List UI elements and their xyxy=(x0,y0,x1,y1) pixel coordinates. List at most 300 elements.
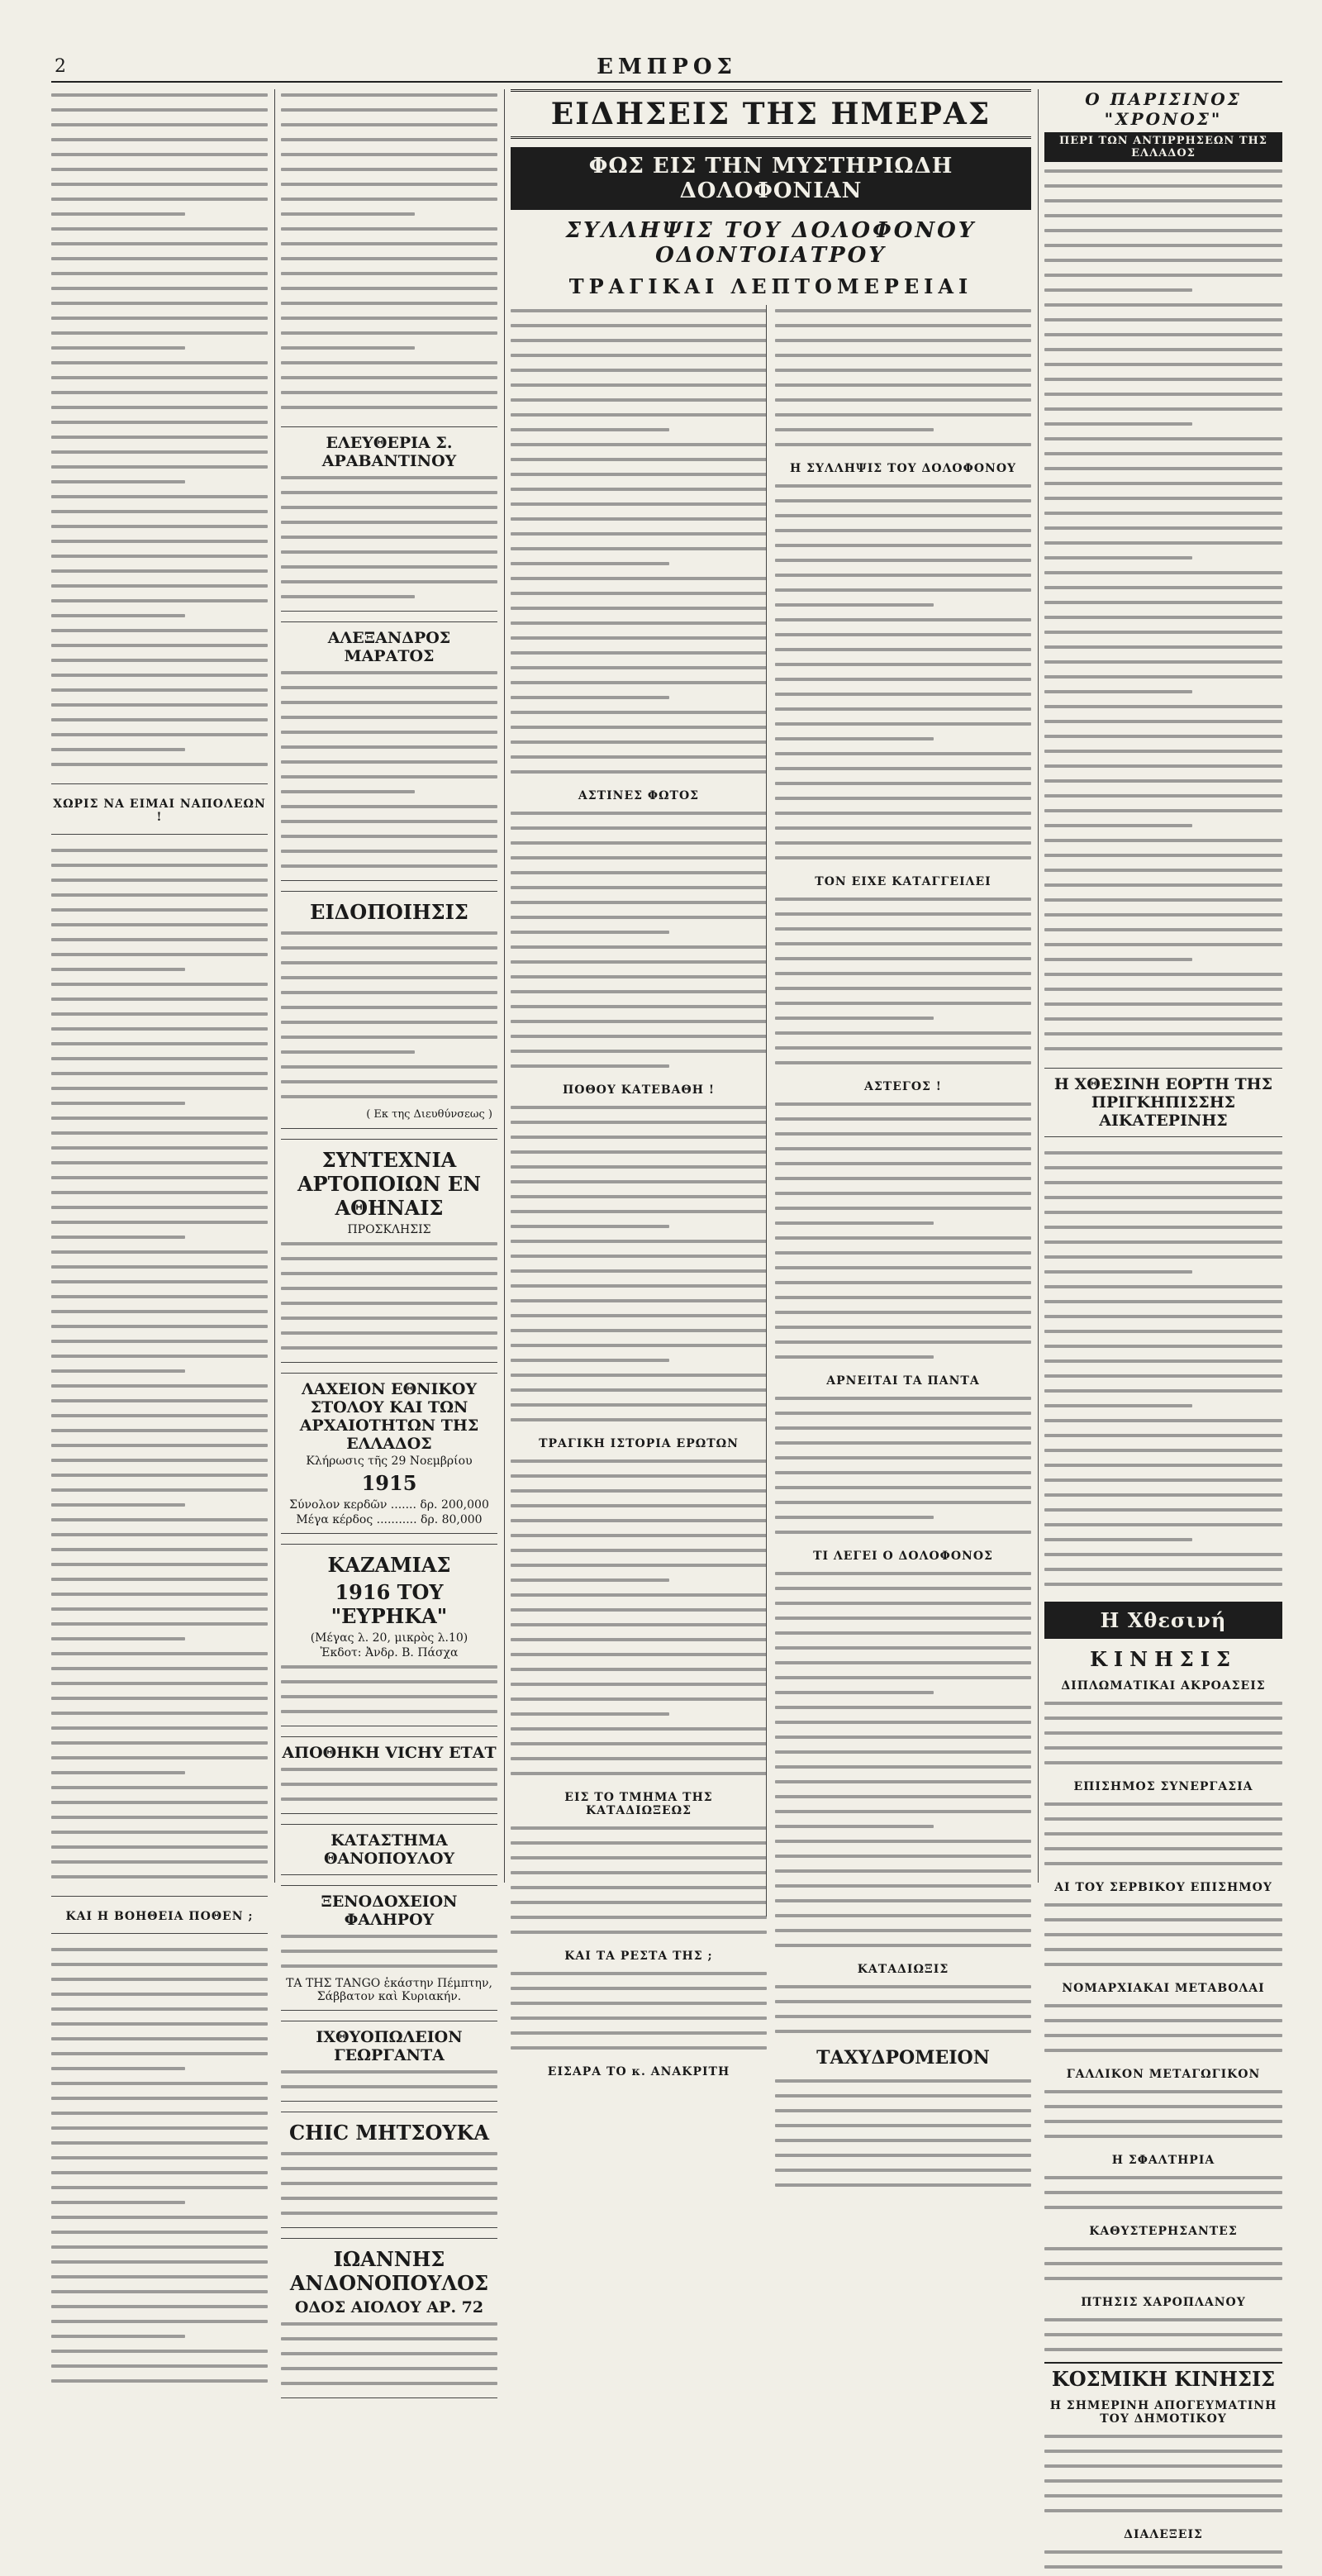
text-line xyxy=(775,1340,1031,1344)
text-line xyxy=(281,212,415,216)
text-line xyxy=(51,1146,268,1150)
text-line xyxy=(1044,363,1282,366)
text-line xyxy=(1044,2262,1282,2265)
text-line xyxy=(1044,1963,1282,1966)
text-line xyxy=(511,413,767,417)
text-line xyxy=(51,718,268,721)
text-line xyxy=(511,1916,767,1919)
text-line xyxy=(281,476,497,479)
text-line xyxy=(1044,943,1282,946)
article-text xyxy=(511,1968,767,2057)
text-line xyxy=(51,138,268,141)
text-line xyxy=(281,2367,497,2370)
text-line xyxy=(511,2017,767,2020)
text-line xyxy=(1044,1434,1282,1437)
text-line xyxy=(281,2212,497,2215)
text-line xyxy=(281,820,497,823)
right-text xyxy=(1044,165,1282,1058)
text-line xyxy=(511,1225,669,1228)
text-line xyxy=(281,686,497,689)
text-line xyxy=(1044,1389,1282,1393)
text-line xyxy=(775,1985,1031,1988)
text-line xyxy=(511,1240,767,1243)
right-kinisis-title: Η Χθεσινή xyxy=(1044,1602,1282,1639)
ad-block xyxy=(281,1373,497,1534)
text-line xyxy=(775,413,1031,417)
ad-title: ΞΕΝΟΔΟΧΕΙΟΝ ΦΑΛΗΡΟΥ xyxy=(321,1893,458,1929)
text-line xyxy=(1044,333,1282,336)
col1-text-b xyxy=(51,845,268,1886)
text-line xyxy=(775,1531,1031,1534)
text-line xyxy=(51,614,185,617)
text-line xyxy=(51,2335,185,2338)
text-line xyxy=(1044,690,1192,693)
text-line xyxy=(51,2126,268,2130)
text-line xyxy=(511,592,767,595)
text-line xyxy=(51,688,268,692)
text-line xyxy=(511,458,767,461)
text-line xyxy=(511,502,767,506)
ad-block xyxy=(281,891,497,1129)
text-line xyxy=(281,153,497,156)
text-line xyxy=(511,1489,767,1493)
text-line xyxy=(281,976,497,979)
right-text xyxy=(1044,1798,1282,1873)
text-line xyxy=(1044,601,1282,604)
text-line xyxy=(1044,318,1282,321)
text-line xyxy=(1044,2120,1282,2123)
text-line xyxy=(1044,2450,1282,2453)
text-line xyxy=(775,1236,1031,1240)
text-line xyxy=(281,1665,497,1669)
text-line xyxy=(281,491,497,494)
text-line xyxy=(51,938,268,941)
text-line xyxy=(51,1325,268,1328)
text-line xyxy=(1044,1568,1282,1571)
article-col-b xyxy=(775,305,1031,2194)
ad-block xyxy=(281,2238,497,2398)
text-line xyxy=(775,927,1031,931)
kinisis-item-heading: ΚΑΘΥΣΤΕΡΗΣΑΝΤΕΣ xyxy=(1089,2225,1238,2238)
text-line xyxy=(281,1287,497,1290)
text-line xyxy=(281,1346,497,1350)
text-line xyxy=(51,2097,268,2100)
text-line xyxy=(775,1046,1031,1050)
text-line xyxy=(511,1593,767,1597)
ad-title: ΛΑΧΕΙΟΝ ΕΘΝΙΚΟΥ ΣΤΟΛΟΥ ΚΑΙ ΤΩΝ ΑΡΧΑΙΟΤΗΤΩΝ ΤΗΣ ΕΛΛΑΔΟΣ xyxy=(299,1380,479,1453)
ad-title: ΣΥΝΤΕΧΝΙΑ ΑΡΤΟΠΟΙΩΝ ΕΝ ΑΘΗΝΑΙΣ xyxy=(297,1148,482,1220)
article-subheading: ΤΙ ΛΕΓΕΙ Ο ΔΟΛΟΦΟΝΟΣ xyxy=(813,1550,993,1563)
text-line xyxy=(1044,2348,1282,2351)
text-line xyxy=(1044,1832,1282,1836)
text-line xyxy=(1044,1359,1282,1363)
text-line xyxy=(281,671,497,674)
text-line xyxy=(281,168,497,171)
text-line xyxy=(511,1608,767,1612)
text-line xyxy=(281,1095,497,1098)
text-line xyxy=(775,1456,1031,1459)
newspaper-title: ΕΜΠΡΟΣ xyxy=(597,55,737,79)
text-line xyxy=(51,123,268,126)
text-line xyxy=(1044,1493,1282,1497)
text-line xyxy=(281,138,497,141)
text-line xyxy=(775,1102,1031,1106)
ad-year: 1915 xyxy=(361,1471,417,1495)
text-line xyxy=(511,621,767,625)
text-line xyxy=(1044,839,1282,842)
text-line xyxy=(51,2305,268,2308)
text-line xyxy=(281,1950,497,1953)
right-social-subtitle: Η ΣΗΜΕΡΙΝΗ ΑΠΟΓΕΥΜΑΤΙΝΗ ΤΟΥ ΔΗΜΟΤΙΚΟΥ xyxy=(1049,2399,1277,2426)
text-line xyxy=(511,1653,767,1656)
column-divider xyxy=(504,89,505,1883)
text-line xyxy=(1044,1240,1282,1244)
ad-text xyxy=(281,472,497,606)
ad-block xyxy=(281,1824,497,1875)
text-line xyxy=(511,2046,767,2050)
text-line xyxy=(51,2231,268,2234)
right-text xyxy=(1044,2431,1282,2520)
text-line xyxy=(51,436,268,439)
text-line xyxy=(511,726,767,729)
text-line xyxy=(511,1901,767,1904)
text-line xyxy=(775,1855,1031,1858)
text-line xyxy=(281,317,497,320)
text-line xyxy=(511,1712,669,1716)
ad-text xyxy=(281,1931,497,1975)
text-line xyxy=(1044,1702,1282,1705)
text-line xyxy=(1044,244,1282,247)
text-line xyxy=(281,1021,497,1024)
text-line xyxy=(511,1314,767,1317)
article-col-a xyxy=(511,305,767,2083)
text-line xyxy=(281,1331,497,1335)
text-line xyxy=(511,1269,767,1273)
page-number: 2 xyxy=(55,56,66,77)
text-line xyxy=(775,428,934,431)
text-line xyxy=(1044,482,1282,485)
column-divider xyxy=(1038,89,1039,1883)
text-line xyxy=(281,550,497,554)
text-line xyxy=(1044,883,1282,887)
text-line xyxy=(51,1503,185,1507)
ad-title: ΚΑΤΑΣΤΗΜΑ ΘΑΝΟΠΟΥΛΟΥ xyxy=(323,1831,455,1868)
text-line xyxy=(775,957,1031,960)
text-line xyxy=(1044,2318,1282,2321)
text-line xyxy=(281,1080,497,1083)
text-line xyxy=(1044,1374,1282,1378)
text-line xyxy=(1044,2049,1282,2052)
text-line xyxy=(1044,378,1282,381)
text-line xyxy=(511,1623,767,1626)
text-line xyxy=(511,945,767,949)
right-section-title: Ο ΠΑΡΙΣΙΝΟΣ "ΧΡΟΝΟΣ" xyxy=(1085,89,1242,129)
text-line xyxy=(281,961,497,964)
kinisis-item-heading: ΑΙ ΤΟΥ ΣΕΡΒΙΚΟΥ ΕΠΙΣΗΜΟΥ xyxy=(1054,1881,1272,1894)
text-line xyxy=(1044,2135,1282,2138)
text-line xyxy=(775,678,1031,681)
text-line xyxy=(1044,526,1282,530)
text-line xyxy=(775,1326,1031,1329)
text-line xyxy=(775,1810,1031,1813)
ad-title: ΕΛΕΥΘΕΡΙΑ Σ. ΑΡΑΒΑΝΤΙΝΟΥ xyxy=(321,434,457,470)
ad-title: ΑΠΟΘΗΚΗ VICHY ΕΤΑΤ xyxy=(282,1744,497,1762)
ad-block xyxy=(281,2112,497,2228)
text-line xyxy=(51,1712,268,1715)
text-line xyxy=(51,864,268,867)
text-line xyxy=(51,2156,268,2159)
text-line xyxy=(51,1265,268,1269)
article-subheading: ΑΣΤΕΓΟΣ ! xyxy=(864,1080,942,1093)
text-line xyxy=(51,1102,185,1105)
text-line xyxy=(775,1706,1031,1709)
text-line xyxy=(1044,1002,1282,1006)
text-line xyxy=(511,577,767,580)
text-line xyxy=(1044,913,1282,917)
ad-text xyxy=(281,667,497,875)
right-section-subtitle: ΠΕΡΙ ΤΩΝ ΑΝΤΙΡΡΗΣΕΩΝ ΤΗΣ ΕΛΛΑΔΟΣ xyxy=(1044,132,1282,162)
text-line xyxy=(511,1668,767,1671)
col2-text-a xyxy=(281,89,497,417)
text-line xyxy=(51,421,268,424)
text-line xyxy=(51,2052,268,2055)
right-kinisis-title-2: ΚΙΝΗΣΙΣ xyxy=(1090,1647,1237,1671)
text-line xyxy=(511,990,767,993)
text-line xyxy=(51,183,268,186)
text-line xyxy=(1044,1464,1282,1467)
text-line xyxy=(775,1884,1031,1888)
text-line xyxy=(511,1638,767,1641)
text-line xyxy=(281,272,497,275)
text-line xyxy=(281,1272,497,1275)
text-line xyxy=(775,898,1031,901)
text-line xyxy=(775,1721,1031,1724)
text-line xyxy=(511,856,767,859)
ad-line: Κλήρωσις τῆς 29 Νοεμβρίου xyxy=(306,1455,473,1468)
text-line xyxy=(281,805,497,808)
text-line xyxy=(775,1177,1031,1180)
text-line xyxy=(281,1783,497,1786)
text-line xyxy=(1044,735,1282,738)
text-line xyxy=(511,1064,669,1068)
text-line xyxy=(1044,1285,1282,1288)
text-line xyxy=(511,1757,767,1760)
text-line xyxy=(281,198,497,201)
text-line xyxy=(775,722,1031,726)
text-line xyxy=(51,923,268,926)
text-line xyxy=(281,835,497,838)
text-line xyxy=(51,849,268,852)
ad-line: Μέγα κέρδος ........... δρ. 80,000 xyxy=(296,1513,483,1526)
article-text xyxy=(511,1102,767,1429)
text-line xyxy=(51,1548,268,1551)
text-line xyxy=(51,1295,268,1298)
ad-text xyxy=(281,1238,497,1357)
text-line xyxy=(1044,1553,1282,1556)
text-line xyxy=(511,651,767,655)
text-line xyxy=(51,1845,268,1849)
text-line xyxy=(511,1050,767,1053)
text-line xyxy=(51,2260,268,2264)
text-line xyxy=(281,1317,497,1320)
text-line xyxy=(281,701,497,704)
text-line xyxy=(1044,764,1282,768)
article-text xyxy=(775,480,1031,867)
text-line xyxy=(1044,422,1192,426)
text-line xyxy=(1044,1404,1192,1407)
text-line xyxy=(511,916,767,919)
text-line xyxy=(1044,1948,1282,1951)
text-line xyxy=(281,2182,497,2185)
text-line xyxy=(281,1050,415,1054)
ad-title: ΕΙΔΟΠΟΙΗΣΙΣ xyxy=(310,900,468,924)
article-subheading: ΤΡΑΓΙΚΗ ΙΣΤΟΡΙΑ ΕΡΩΤΩΝ xyxy=(539,1437,739,1450)
text-line xyxy=(1044,2479,1282,2483)
article-text xyxy=(511,807,767,1075)
text-line xyxy=(51,1012,268,1016)
text-line xyxy=(511,1121,767,1124)
text-line xyxy=(775,841,1031,845)
text-line xyxy=(51,1087,268,1090)
text-line xyxy=(511,1871,767,1874)
text-line xyxy=(281,850,497,853)
text-line xyxy=(281,1242,497,1245)
text-line xyxy=(511,1459,767,1463)
text-line xyxy=(51,2364,268,2368)
text-line xyxy=(1044,214,1282,217)
text-line xyxy=(511,1284,767,1288)
text-line xyxy=(775,2124,1031,2127)
text-line xyxy=(1044,497,1282,500)
text-line xyxy=(1044,1345,1282,1348)
text-line xyxy=(1044,1449,1282,1452)
text-line xyxy=(51,968,185,971)
text-line xyxy=(51,1176,268,1179)
text-line xyxy=(281,991,497,994)
text-line xyxy=(51,1533,268,1536)
text-line xyxy=(1044,1196,1282,1199)
text-line xyxy=(51,1993,268,1996)
text-line xyxy=(775,383,1031,387)
text-line xyxy=(511,901,767,904)
kinisis-item-heading: Η ΣΦΑΛΤΗΡΙΑ xyxy=(1111,2154,1215,2167)
text-line xyxy=(775,1147,1031,1150)
col1-text-c xyxy=(51,1944,268,2390)
text-line xyxy=(281,1710,497,1713)
text-line xyxy=(511,696,669,699)
text-line xyxy=(775,1162,1031,1165)
text-line xyxy=(51,495,268,498)
text-line xyxy=(51,331,268,335)
text-line xyxy=(51,376,268,379)
text-line xyxy=(511,886,767,889)
text-line xyxy=(511,1697,767,1701)
text-line xyxy=(775,2109,1031,2112)
text-line xyxy=(511,841,767,845)
text-line xyxy=(775,618,1031,621)
text-line xyxy=(775,559,1031,562)
article-subheading: ΤΟΝ ΕΙΧΕ ΚΑΤΑΓΓΕΙΛΕΙ xyxy=(815,875,992,888)
text-line xyxy=(511,369,767,372)
ad-block xyxy=(281,2021,497,2102)
text-line xyxy=(281,108,497,112)
text-line xyxy=(511,1403,767,1407)
text-line xyxy=(511,1359,669,1362)
text-line xyxy=(51,748,185,751)
text-line xyxy=(281,1935,497,1938)
text-line xyxy=(511,517,767,521)
text-line xyxy=(775,1117,1031,1121)
text-line xyxy=(775,2079,1031,2083)
column-2 xyxy=(281,89,497,2316)
text-line xyxy=(1044,512,1282,515)
col1-text-a xyxy=(51,89,268,774)
text-line xyxy=(1044,824,1192,827)
text-line xyxy=(775,529,1031,532)
text-line xyxy=(511,383,767,387)
text-line xyxy=(51,703,268,707)
text-line xyxy=(775,782,1031,785)
text-line xyxy=(1044,1255,1282,1259)
text-line xyxy=(51,406,268,409)
text-line xyxy=(775,737,934,740)
text-line xyxy=(775,1441,1031,1445)
article-text xyxy=(775,2075,1031,2194)
kinisis-item-heading: ΔΙΠΛΩΜΑΤΙΚΑΙ ΑΚΡΟΑΣΕΙΣ xyxy=(1061,1679,1266,1693)
text-line xyxy=(1044,1717,1282,1720)
text-line xyxy=(281,257,497,260)
text-line xyxy=(51,2245,268,2249)
text-line xyxy=(1044,1731,1282,1735)
text-line xyxy=(775,1676,1031,1679)
text-line xyxy=(281,361,497,364)
text-line xyxy=(51,674,268,677)
right-text xyxy=(1044,2086,1282,2145)
text-line xyxy=(775,1869,1031,1873)
text-line xyxy=(1044,675,1282,679)
text-line xyxy=(1044,809,1282,812)
ad-line: Σύνολον κερδῶν ....... δρ. 200,000 xyxy=(289,1498,489,1512)
text-line xyxy=(281,227,497,231)
text-line xyxy=(1044,1181,1282,1184)
text-line xyxy=(775,544,1031,547)
ad-title: ΙΩΑΝΝΗΣ ΑΝΔΟΝΟΠΟΥΛΟΣ xyxy=(289,2247,489,2295)
text-line xyxy=(511,1683,767,1686)
text-line xyxy=(775,1471,1031,1474)
text-line xyxy=(51,953,268,956)
text-line xyxy=(511,1329,767,1332)
text-line xyxy=(281,302,497,305)
text-line xyxy=(51,2290,268,2293)
text-line xyxy=(775,354,1031,357)
text-line xyxy=(511,473,767,476)
column-1 xyxy=(51,89,268,1923)
text-line xyxy=(511,1549,767,1552)
text-line xyxy=(775,856,1031,859)
text-line xyxy=(1044,1583,1282,1586)
text-line xyxy=(775,484,1031,488)
text-line xyxy=(775,1355,934,1359)
text-line xyxy=(1044,958,1192,961)
text-line xyxy=(775,1646,1031,1650)
article-subheading: ΚΑΙ ΤΑ ΡΕΣΤΑ ΤΗΣ ; xyxy=(564,1950,713,1963)
right-text xyxy=(1044,1147,1282,1593)
ad-block xyxy=(281,426,497,612)
text-line xyxy=(51,1578,268,1581)
text-line xyxy=(51,1221,268,1224)
text-line xyxy=(51,242,268,245)
text-line xyxy=(51,391,268,394)
